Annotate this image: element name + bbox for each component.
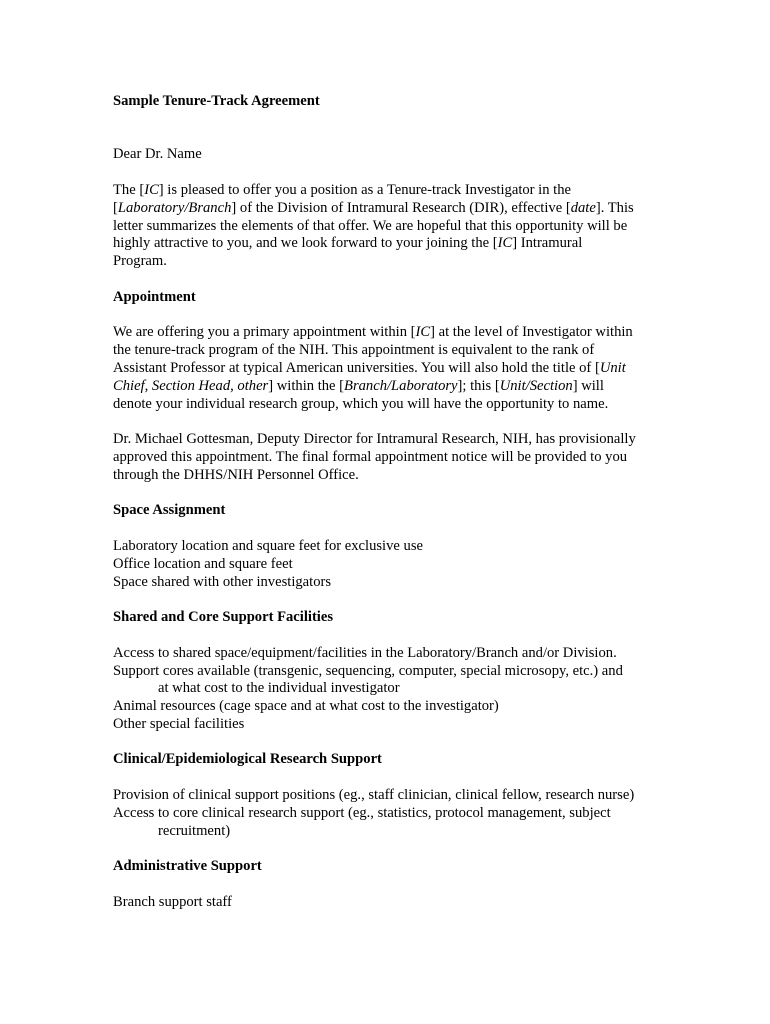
text-run: ] of the Division of Intramural Research (DIR), effective [ [231,199,571,216]
section-heading-space-assignment: Space Assignment [113,502,226,519]
text-run: ] is pleased to offer you a position as a Tenure-track Investigator in the [158,181,572,198]
list-item: Support cores available (transgenic, sequencing, computer, special microsopy, etc.) and [113,662,623,679]
list-item: Access to shared space/equipment/facilities in the Laboratory/Branch and/or Division. [113,644,617,661]
section-heading-clinical: Clinical/Epidemiological Research Support [113,751,382,768]
list-item: Space shared with other investigators [113,573,332,590]
section-heading-administrative: Administrative Support [113,858,262,875]
placeholder-title-options: Chief, Section Head, other [113,377,269,394]
list-item: Laboratory location and square feet for exclusive use [113,537,423,554]
salutation: Dear Dr. Name [113,146,202,163]
text-run: The [ [113,181,145,198]
placeholder-date: date [570,199,596,216]
text-run: ] will [572,377,604,394]
placeholder-ic: IC [415,324,431,341]
list-item: Access to core clinical research support (eg., statistics, protocol management, subject [113,804,611,821]
text-line [113,182,673,200]
text-run: ]; this [ [457,377,500,394]
text-run: letter summarizes the elements of that offer. We are hopeful that this opportunity will be [113,217,628,234]
document-page [113,93,673,912]
shared-core-list [113,645,673,734]
text-run: denote your individual research group, which you will have the opportunity to name. [113,395,609,412]
text-run: ] at the level of Investigator within [430,324,633,341]
placeholder-unit: Unit [599,359,626,376]
text-line: Dr. Michael Gottesman, Deputy Director for Intramural Research, NIH, has provisionally [113,431,636,448]
appointment-paragraph-2 [113,431,673,484]
text-run: We are offering you a primary appointment within [ [113,324,416,341]
text-line [113,200,673,218]
appointment-paragraph-1 [113,324,673,413]
text-line: approved this appointment. The final formal appointment notice will be provided to you [113,448,628,465]
list-item-continuation: recruitment) [158,822,231,839]
text-line [113,218,673,236]
list-item: Provision of clinical support positions (eg., staff clinician, clinical fellow, research nurse) [113,787,635,804]
placeholder-ic: IC [497,235,513,252]
text-run: ] within the [ [268,377,345,394]
text-line: through the DHHS/NIH Personnel Office. [113,466,359,483]
text-line [113,360,673,378]
placeholder-branch-laboratory: Branch/Laboratory [344,377,458,394]
list-item: Branch support staff [113,893,232,910]
text-run: ] Intramural [512,235,583,252]
text-line [113,253,673,271]
text-run: ]. This [595,199,634,216]
text-run: the tenure-track program of the NIH. This appointment is equivalent to the rank of [113,342,595,359]
text-line [113,396,673,414]
placeholder-unit-section: Unit/Section [499,377,573,394]
section-heading-appointment: Appointment [113,288,196,305]
text-line [113,378,673,396]
text-line [113,235,673,253]
text-run: highly attractive to you, and we look forward to your joining the [ [113,235,498,252]
placeholder-laboratory-branch: Laboratory/Branch [117,199,232,216]
text-run: [ [113,199,118,216]
section-heading-shared-core: Shared and Core Support Facilities [113,609,334,626]
text-run: Assistant Professor at typical American universities. You will also hold the title of [ [113,359,600,376]
list-item: Animal resources (cage space and at what cost to the investigator) [113,698,499,715]
space-assignment-list [113,538,673,591]
intro-paragraph [113,182,673,271]
list-item: Other special facilities [113,715,245,732]
text-run: Program. [113,253,167,270]
administrative-support-list [113,894,673,912]
list-item: Office location and square feet [113,555,293,572]
placeholder-ic: IC [144,181,159,198]
clinical-support-list [113,787,673,840]
text-line [113,342,673,360]
text-line [113,324,673,342]
document-title: Sample Tenure-Track Agreement [113,93,320,109]
list-item-continuation: at what cost to the individual investigator [158,680,400,697]
